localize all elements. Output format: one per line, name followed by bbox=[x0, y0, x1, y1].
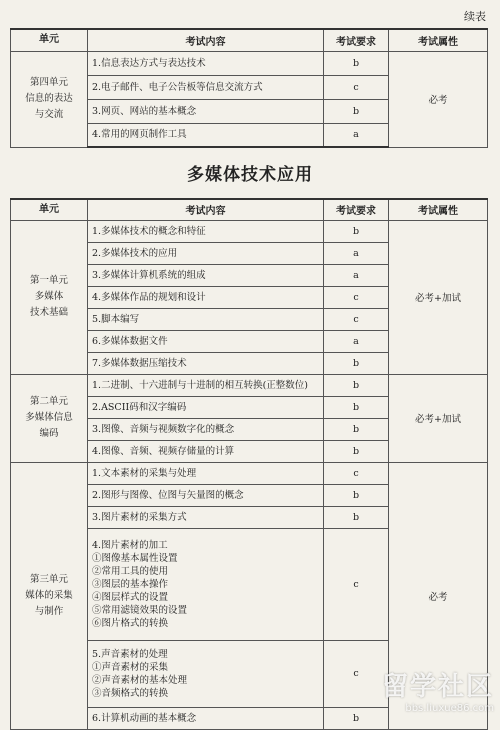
requirement-cell: c bbox=[324, 462, 389, 484]
col-content: 考试内容 bbox=[88, 199, 324, 220]
requirement-cell: b bbox=[324, 506, 389, 528]
col-unit: 单元 bbox=[11, 199, 88, 220]
table-multimedia bbox=[10, 198, 488, 730]
content-cell: 2.图形与图像、位图与矢量图的概念 bbox=[88, 484, 324, 506]
unit-cell: 第二单元 多媒体信息 编码 bbox=[11, 374, 88, 462]
col-unit: 单元 bbox=[11, 29, 88, 51]
attribute-cell: 必考+加试 bbox=[389, 374, 488, 462]
table-info-exchange bbox=[10, 28, 488, 148]
requirement-cell: b bbox=[324, 440, 389, 462]
table-row bbox=[11, 51, 488, 75]
content-cell: 2.ASCII码和汉字编码 bbox=[88, 396, 324, 418]
content-cell: 1.信息表达方式与表达技术 bbox=[88, 51, 324, 75]
col-attribute: 考试属性 bbox=[389, 199, 488, 220]
content-cell: 4.图像、音频、视频存储量的计算 bbox=[88, 440, 324, 462]
requirement-cell: c bbox=[324, 308, 389, 330]
watermark bbox=[382, 666, 494, 714]
watermark-url: bbs.liuxue86.com bbox=[405, 703, 494, 714]
attribute-cell: 必考 bbox=[389, 462, 488, 729]
col-attribute: 考试属性 bbox=[389, 29, 488, 51]
requirement-cell: c bbox=[324, 640, 389, 707]
content-cell: 3.网页、网站的基本概念 bbox=[88, 99, 324, 123]
content-cell: 3.多媒体计算机系统的组成 bbox=[88, 264, 324, 286]
section-title: 多媒体技术应用 bbox=[187, 165, 313, 185]
table-row bbox=[11, 462, 488, 484]
table-row bbox=[11, 220, 488, 242]
requirement-cell: b bbox=[324, 99, 389, 123]
content-cell: 5.声音素材的处理 ①声音素材的采集 ②声音素材的基本处理 ③音频格式的转换 bbox=[88, 640, 324, 707]
content-cell: 6.计算机动画的基本概念 bbox=[88, 707, 324, 729]
requirement-cell: b bbox=[324, 484, 389, 506]
table-row bbox=[11, 374, 488, 396]
requirement-cell: b bbox=[324, 418, 389, 440]
content-cell: 2.多媒体技术的应用 bbox=[88, 242, 324, 264]
attribute-cell: 必考 bbox=[389, 51, 488, 147]
continued-label: 续表 bbox=[464, 10, 486, 23]
unit-cell: 第三单元 媒体的采集 与制作 bbox=[11, 462, 88, 729]
content-cell: 3.图片素材的采集方式 bbox=[88, 506, 324, 528]
content-cell: 1.多媒体技术的概念和特征 bbox=[88, 220, 324, 242]
requirement-cell: c bbox=[324, 75, 389, 99]
requirement-cell: a bbox=[324, 123, 389, 147]
content-cell: 4.多媒体作品的规划和设计 bbox=[88, 286, 324, 308]
unit-cell: 第四单元 信息的表达 与交流 bbox=[11, 51, 88, 147]
content-cell: 1.文本素材的采集与处理 bbox=[88, 462, 324, 484]
requirement-cell: b bbox=[324, 220, 389, 242]
watermark-logo: 留学社区 bbox=[381, 672, 494, 702]
content-cell: 1.二进制、十六进制与十进制的相互转换(正整数位) bbox=[88, 374, 324, 396]
requirement-cell: a bbox=[324, 264, 389, 286]
requirement-cell: b bbox=[324, 352, 389, 374]
requirement-cell: b bbox=[324, 374, 389, 396]
col-requirement: 考试要求 bbox=[324, 29, 389, 51]
requirement-cell: a bbox=[324, 330, 389, 352]
content-cell: 6.多媒体数据文件 bbox=[88, 330, 324, 352]
content-cell: 7.多媒体数据压缩技术 bbox=[88, 352, 324, 374]
content-cell: 4.图片素材的加工 ①图像基本属性设置 ②常用工具的使用 ③图层的基本操作 ④图层样式的设置 ⑤常用滤镜效果的设置 ⑥图片格式的转换 bbox=[88, 528, 324, 640]
requirement-cell: a bbox=[324, 242, 389, 264]
requirement-cell: b bbox=[324, 51, 389, 75]
requirement-cell: b bbox=[324, 707, 389, 729]
content-cell: 3.图像、音频与视频数字化的概念 bbox=[88, 418, 324, 440]
attribute-cell: 必考+加试 bbox=[389, 220, 488, 374]
col-requirement: 考试要求 bbox=[324, 199, 389, 220]
requirement-cell: c bbox=[324, 286, 389, 308]
content-cell: 4.常用的网页制作工具 bbox=[88, 123, 324, 147]
content-cell: 5.脚本编写 bbox=[88, 308, 324, 330]
content-cell: 2.电子邮件、电子公告板等信息交流方式 bbox=[88, 75, 324, 99]
unit-cell: 第一单元 多媒体 技术基础 bbox=[11, 220, 88, 374]
col-content: 考试内容 bbox=[88, 29, 324, 51]
requirement-cell: b bbox=[324, 396, 389, 418]
requirement-cell: c bbox=[324, 528, 389, 640]
